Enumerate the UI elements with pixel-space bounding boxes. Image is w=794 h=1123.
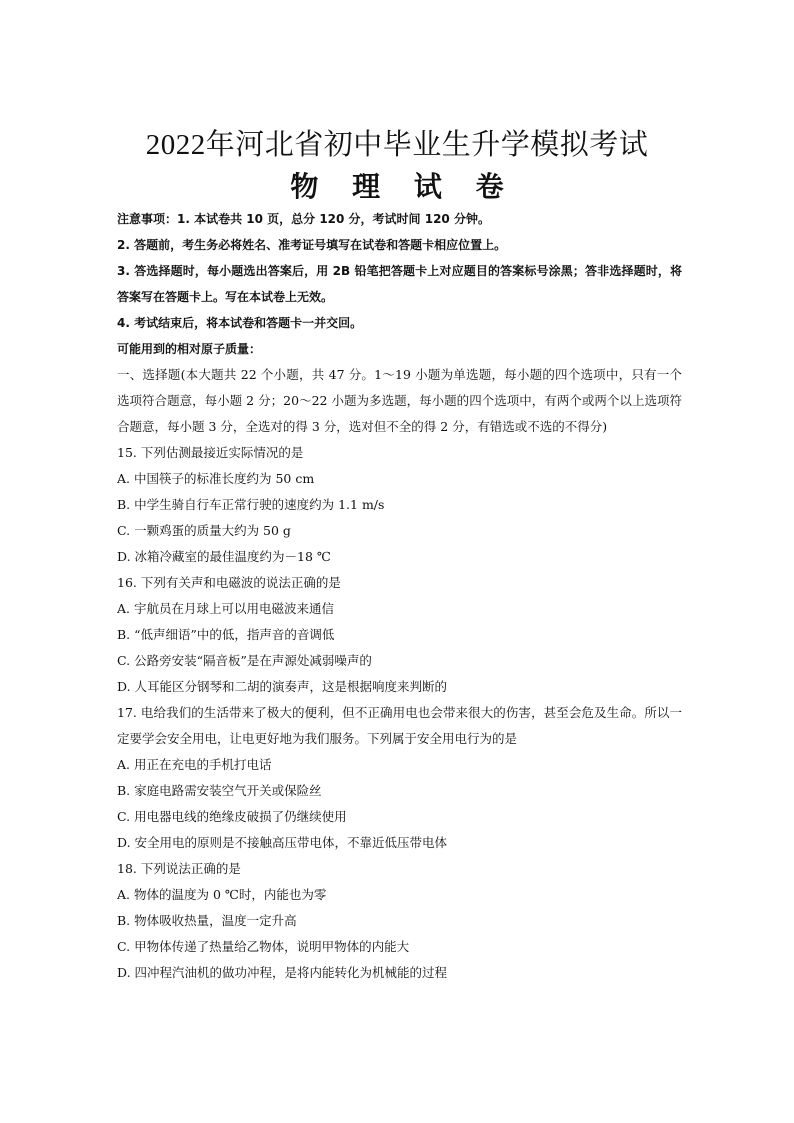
option-d: D. 安全用电的原则是不接触高压带电体，不靠近低压带电体	[117, 835, 448, 850]
option-c: C. 用电器电线的绝缘皮破损了仍继续使用	[117, 809, 347, 824]
exam-title: 2022年河北省初中毕业生升学模拟考试	[145, 129, 649, 161]
option-c: C. 一颗鸡蛋的质量大约为 50 g	[117, 523, 291, 538]
notice-line-1: 注意事项：1. 本试卷共 10 页，总分 120 分，考试时间 120 分钟。	[117, 212, 490, 226]
question-17	[117, 700, 682, 856]
atomic-mass-note: 可能用到的相对原子质量：	[117, 342, 262, 356]
option-b: B. “低声细语”中的低，指声音的音调低	[117, 627, 335, 642]
option-c: C. 甲物体传递了热量给乙物体，说明甲物体的内能大	[117, 939, 410, 954]
notice-line-3: 3. 答选择题时，每小题选出答案后，用 2B 铅笔把答题卡上对应题目的答案标号涂黑；答非选择题时，将答案写在答题卡上。写在本试卷上无效。	[117, 264, 682, 304]
option-a: A. 中国筷子的标准长度约为 50 cm	[117, 471, 315, 486]
option-a: A. 物体的温度为 0 ℃时，内能也为零	[117, 887, 327, 902]
exam-body	[117, 206, 682, 986]
question-stem: 18. 下列说法正确的是	[117, 861, 241, 876]
question-16	[117, 570, 682, 700]
option-d: D. 四冲程汽油机的做功冲程，是将内能转化为机械能的过程	[117, 965, 448, 980]
option-b: B. 中学生骑自行车正常行驶的速度约为 1.1 m/s	[117, 497, 385, 512]
question-15	[117, 440, 682, 570]
question-stem: 16. 下列有关声和电磁波的说法正确的是	[117, 575, 341, 590]
option-c: C. 公路旁安装“隔音板”是在声源处减弱噪声的	[117, 653, 372, 668]
option-d: D. 冰箱冷藏室的最佳温度约为－18 ℃	[117, 549, 331, 564]
section-intro: 一、选择题(本大题共 22 个小题，共 47 分。1～19 小题为单选题，每小题的四个选项中，只有一个选项符合题意，每小题 2 分；20～22 小题为多选题，每小题的四个选项中，有两个或两个以上选项符合题意，每小题 3 分，全选对的得 3 分，选对但不全的得 2 分，有错选或不选的不得分)	[117, 367, 682, 434]
option-b: B. 物体吸收热量，温度一定升高	[117, 913, 297, 928]
option-a: A. 用正在充电的手机打电话	[117, 757, 272, 772]
notice-line-4: 4. 考试结束后，将本试卷和答题卡一并交回。	[117, 316, 363, 330]
notice-line-2: 2. 答题前，考生务必将姓名、准考证号填写在试卷和答题卡相应位置上。	[117, 238, 507, 252]
option-a: A. 宇航员在月球上可以用电磁波来通信	[117, 601, 334, 616]
question-stem: 15. 下列估测最接近实际情况的是	[117, 445, 304, 460]
question-18	[117, 856, 682, 986]
exam-subject-title: 物 理 试 卷	[290, 170, 516, 203]
question-stem: 17. 电给我们的生活带来了极大的便利，但不正确用电也会带来很大的伤害，甚至会危及生命。所以一定要学会安全用电，让电更好地为我们服务。下列属于安全用电行为的是	[117, 705, 682, 746]
option-d: D. 人耳能区分钢琴和二胡的演奏声，这是根据响度来判断的	[117, 679, 448, 694]
option-b: B. 家庭电路需安装空气开关或保险丝	[117, 783, 322, 798]
